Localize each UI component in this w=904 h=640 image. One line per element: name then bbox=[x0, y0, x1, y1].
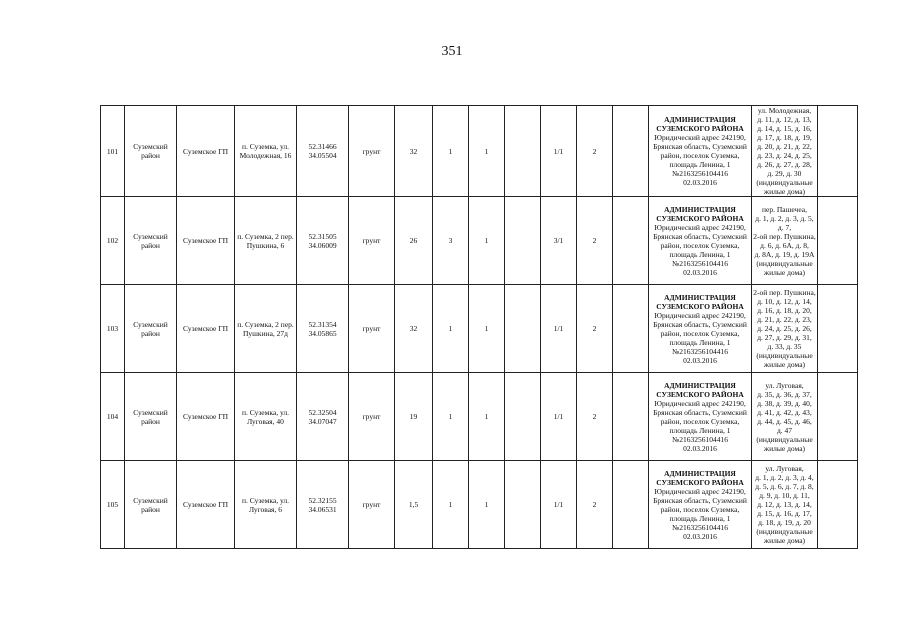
address-cell: п. Суземка, ул. Молодежная, 16 bbox=[235, 106, 297, 197]
address-cell: п. Суземка, ул. Луговая, 6 bbox=[235, 461, 297, 549]
owner-details: Юридический адрес 242190, Брянская область, Суземский район, поселок Суземка, площадь Ленина, 1 №2163256104416 02.03.2016 bbox=[653, 222, 747, 277]
waste-sources-cell: ул. Луговая, д. 35, д. 36, д. 37, д. 38, д. 39, д. 40, д. 41, д. 42, д. 43, д. 44, д. 45, д. 46, д. 47 (индивидуальные жилые дома) bbox=[752, 373, 818, 461]
count-cell: 2 bbox=[577, 285, 613, 373]
surface-cell: грунт bbox=[349, 373, 395, 461]
containers-cell: 1 bbox=[433, 461, 469, 549]
owner-details: Юридический адрес 242190, Брянская область, Суземский район, поселок Суземка, площадь Ленина, 1 №2163256104416 02.03.2016 bbox=[653, 486, 747, 541]
owner-cell bbox=[649, 285, 752, 373]
volume-cell: 1 bbox=[469, 285, 505, 373]
ratio-cell: 1/1 bbox=[541, 106, 577, 197]
empty-cell bbox=[818, 373, 858, 461]
owner-name: АДМИНИСТРАЦИЯ СУЗЕМСКОГО РАЙОНА bbox=[656, 468, 744, 487]
area-cell: 19 bbox=[395, 373, 433, 461]
row-number-cell: 105 bbox=[101, 461, 125, 549]
coordinates-cell: 52.31466 34.05504 bbox=[297, 106, 349, 197]
owner-cell bbox=[649, 373, 752, 461]
coordinates-cell: 52.32155 34.06531 bbox=[297, 461, 349, 549]
empty-cell bbox=[818, 285, 858, 373]
address-cell: п. Суземка, ул. Луговая, 40 bbox=[235, 373, 297, 461]
waste-sources-cell: 2-ой пер. Пушкина, д. 10, д. 12, д. 14, д. 16, д. 18, д. 20, д. 21, д. 22, д. 23, д. 24, д. 25, д. 26, д. 27, д. 29, д. 31, д. 33, д. 35 (индивидуальные жилые дома) bbox=[752, 285, 818, 373]
empty-cell bbox=[613, 197, 649, 285]
empty-cell bbox=[505, 373, 541, 461]
count-cell: 2 bbox=[577, 373, 613, 461]
empty-cell bbox=[613, 461, 649, 549]
table-row bbox=[101, 373, 858, 461]
volume-cell: 1 bbox=[469, 373, 505, 461]
count-cell: 2 bbox=[577, 197, 613, 285]
empty-cell bbox=[613, 373, 649, 461]
row-number-cell: 103 bbox=[101, 285, 125, 373]
coordinates-cell: 52.31505 34.06009 bbox=[297, 197, 349, 285]
table-row bbox=[101, 461, 858, 549]
district-cell: Суземский район bbox=[125, 285, 177, 373]
settlement-cell: Суземское ГП bbox=[177, 373, 235, 461]
row-number-cell: 101 bbox=[101, 106, 125, 197]
surface-cell: грунт bbox=[349, 285, 395, 373]
waste-sources-cell: ул. Луговая, д. 1, д. 2, д. 3, д. 4, д. 5, д. 6, д. 7, д. 8, д. 9, д. 10, д. 11, д. 12, д. 13, д. 14, д. 15, д. 16, д. 17, д. 18, д. 19, д. 20 (индивидуальные жилые дома) bbox=[752, 461, 818, 549]
area-cell: 32 bbox=[395, 285, 433, 373]
registry-table bbox=[100, 105, 858, 549]
coordinates-cell: 52.31354 34.05865 bbox=[297, 285, 349, 373]
district-cell: Суземский район bbox=[125, 197, 177, 285]
area-cell: 1,5 bbox=[395, 461, 433, 549]
owner-name: АДМИНИСТРАЦИЯ СУЗЕМСКОГО РАЙОНА bbox=[656, 204, 744, 223]
ratio-cell: 3/1 bbox=[541, 197, 577, 285]
owner-details: Юридический адрес 242190, Брянская область, Суземский район, поселок Суземка, площадь Ленина, 1 №2163256104416 02.03.2016 bbox=[653, 398, 747, 453]
surface-cell: грунт bbox=[349, 197, 395, 285]
address-cell: п. Суземка, 2 пер. Пушкина, 6 bbox=[235, 197, 297, 285]
district-cell: Суземский район bbox=[125, 106, 177, 197]
owner-name: АДМИНИСТРАЦИЯ СУЗЕМСКОГО РАЙОНА bbox=[656, 380, 744, 399]
volume-cell: 1 bbox=[469, 461, 505, 549]
ratio-cell: 1/1 bbox=[541, 461, 577, 549]
settlement-cell: Суземское ГП bbox=[177, 197, 235, 285]
containers-cell: 1 bbox=[433, 285, 469, 373]
table-row bbox=[101, 197, 858, 285]
row-number-cell: 102 bbox=[101, 197, 125, 285]
owner-details: Юридический адрес 242190, Брянская область, Суземский район, поселок Суземка, площадь Ленина, 1 №2163256104416 02.03.2016 bbox=[653, 310, 747, 365]
empty-cell bbox=[505, 106, 541, 197]
owner-cell bbox=[649, 106, 752, 197]
waste-sources-cell: пер. Пашечеа, д. 1, д. 2, д. 3, д. 5, д. 7, 2-ой пер. Пушкина, д. 6, д. 6А, д. 8, д. 8А, д. 19, д. 19А (индивидуальные жилые дома) bbox=[752, 197, 818, 285]
empty-cell bbox=[505, 197, 541, 285]
count-cell: 2 bbox=[577, 106, 613, 197]
surface-cell: грунт bbox=[349, 461, 395, 549]
address-cell: п. Суземка, 2 пер. Пушкина, 27д bbox=[235, 285, 297, 373]
empty-cell bbox=[818, 461, 858, 549]
empty-cell bbox=[505, 285, 541, 373]
volume-cell: 1 bbox=[469, 197, 505, 285]
ratio-cell: 1/1 bbox=[541, 373, 577, 461]
row-number-cell: 104 bbox=[101, 373, 125, 461]
table-row bbox=[101, 106, 858, 197]
ratio-cell: 1/1 bbox=[541, 285, 577, 373]
surface-cell: грунт bbox=[349, 106, 395, 197]
containers-cell: 1 bbox=[433, 106, 469, 197]
owner-cell bbox=[649, 461, 752, 549]
table-row bbox=[101, 285, 858, 373]
empty-cell bbox=[613, 106, 649, 197]
owner-name: АДМИНИСТРАЦИЯ СУЗЕМСКОГО РАЙОНА bbox=[656, 115, 744, 133]
owner-cell bbox=[649, 197, 752, 285]
owner-details: Юридический адрес 242190, Брянская область, Суземский район, поселок Суземка, площадь Ленина, 1 №2163256104416 02.03.2016 bbox=[653, 133, 747, 187]
coordinates-cell: 52.32504 34.07047 bbox=[297, 373, 349, 461]
volume-cell: 1 bbox=[469, 106, 505, 197]
district-cell: Суземский район bbox=[125, 461, 177, 549]
settlement-cell: Суземское ГП bbox=[177, 461, 235, 549]
empty-cell bbox=[818, 106, 858, 197]
area-cell: 32 bbox=[395, 106, 433, 197]
area-cell: 26 bbox=[395, 197, 433, 285]
owner-name: АДМИНИСТРАЦИЯ СУЗЕМСКОГО РАЙОНА bbox=[656, 292, 744, 311]
count-cell: 2 bbox=[577, 461, 613, 549]
settlement-cell: Суземское ГП bbox=[177, 106, 235, 197]
page-number: 351 bbox=[441, 44, 463, 59]
settlement-cell: Суземское ГП bbox=[177, 285, 235, 373]
containers-cell: 1 bbox=[433, 373, 469, 461]
waste-sources-cell: ул. Молодежная, д. 11, д. 12, д. 13, д. 14, д. 15, д. 16, д. 17, д. 18, д. 19, д. 20, д. 21, д. 22, д. 23, д. 24, д. 25, д. 26, д. 27, д. 28, д. 29, д. 30 (индивидуальные жилые дома) bbox=[752, 106, 818, 197]
empty-cell bbox=[818, 197, 858, 285]
district-cell: Суземский район bbox=[125, 373, 177, 461]
containers-cell: 3 bbox=[433, 197, 469, 285]
empty-cell bbox=[505, 461, 541, 549]
empty-cell bbox=[613, 285, 649, 373]
